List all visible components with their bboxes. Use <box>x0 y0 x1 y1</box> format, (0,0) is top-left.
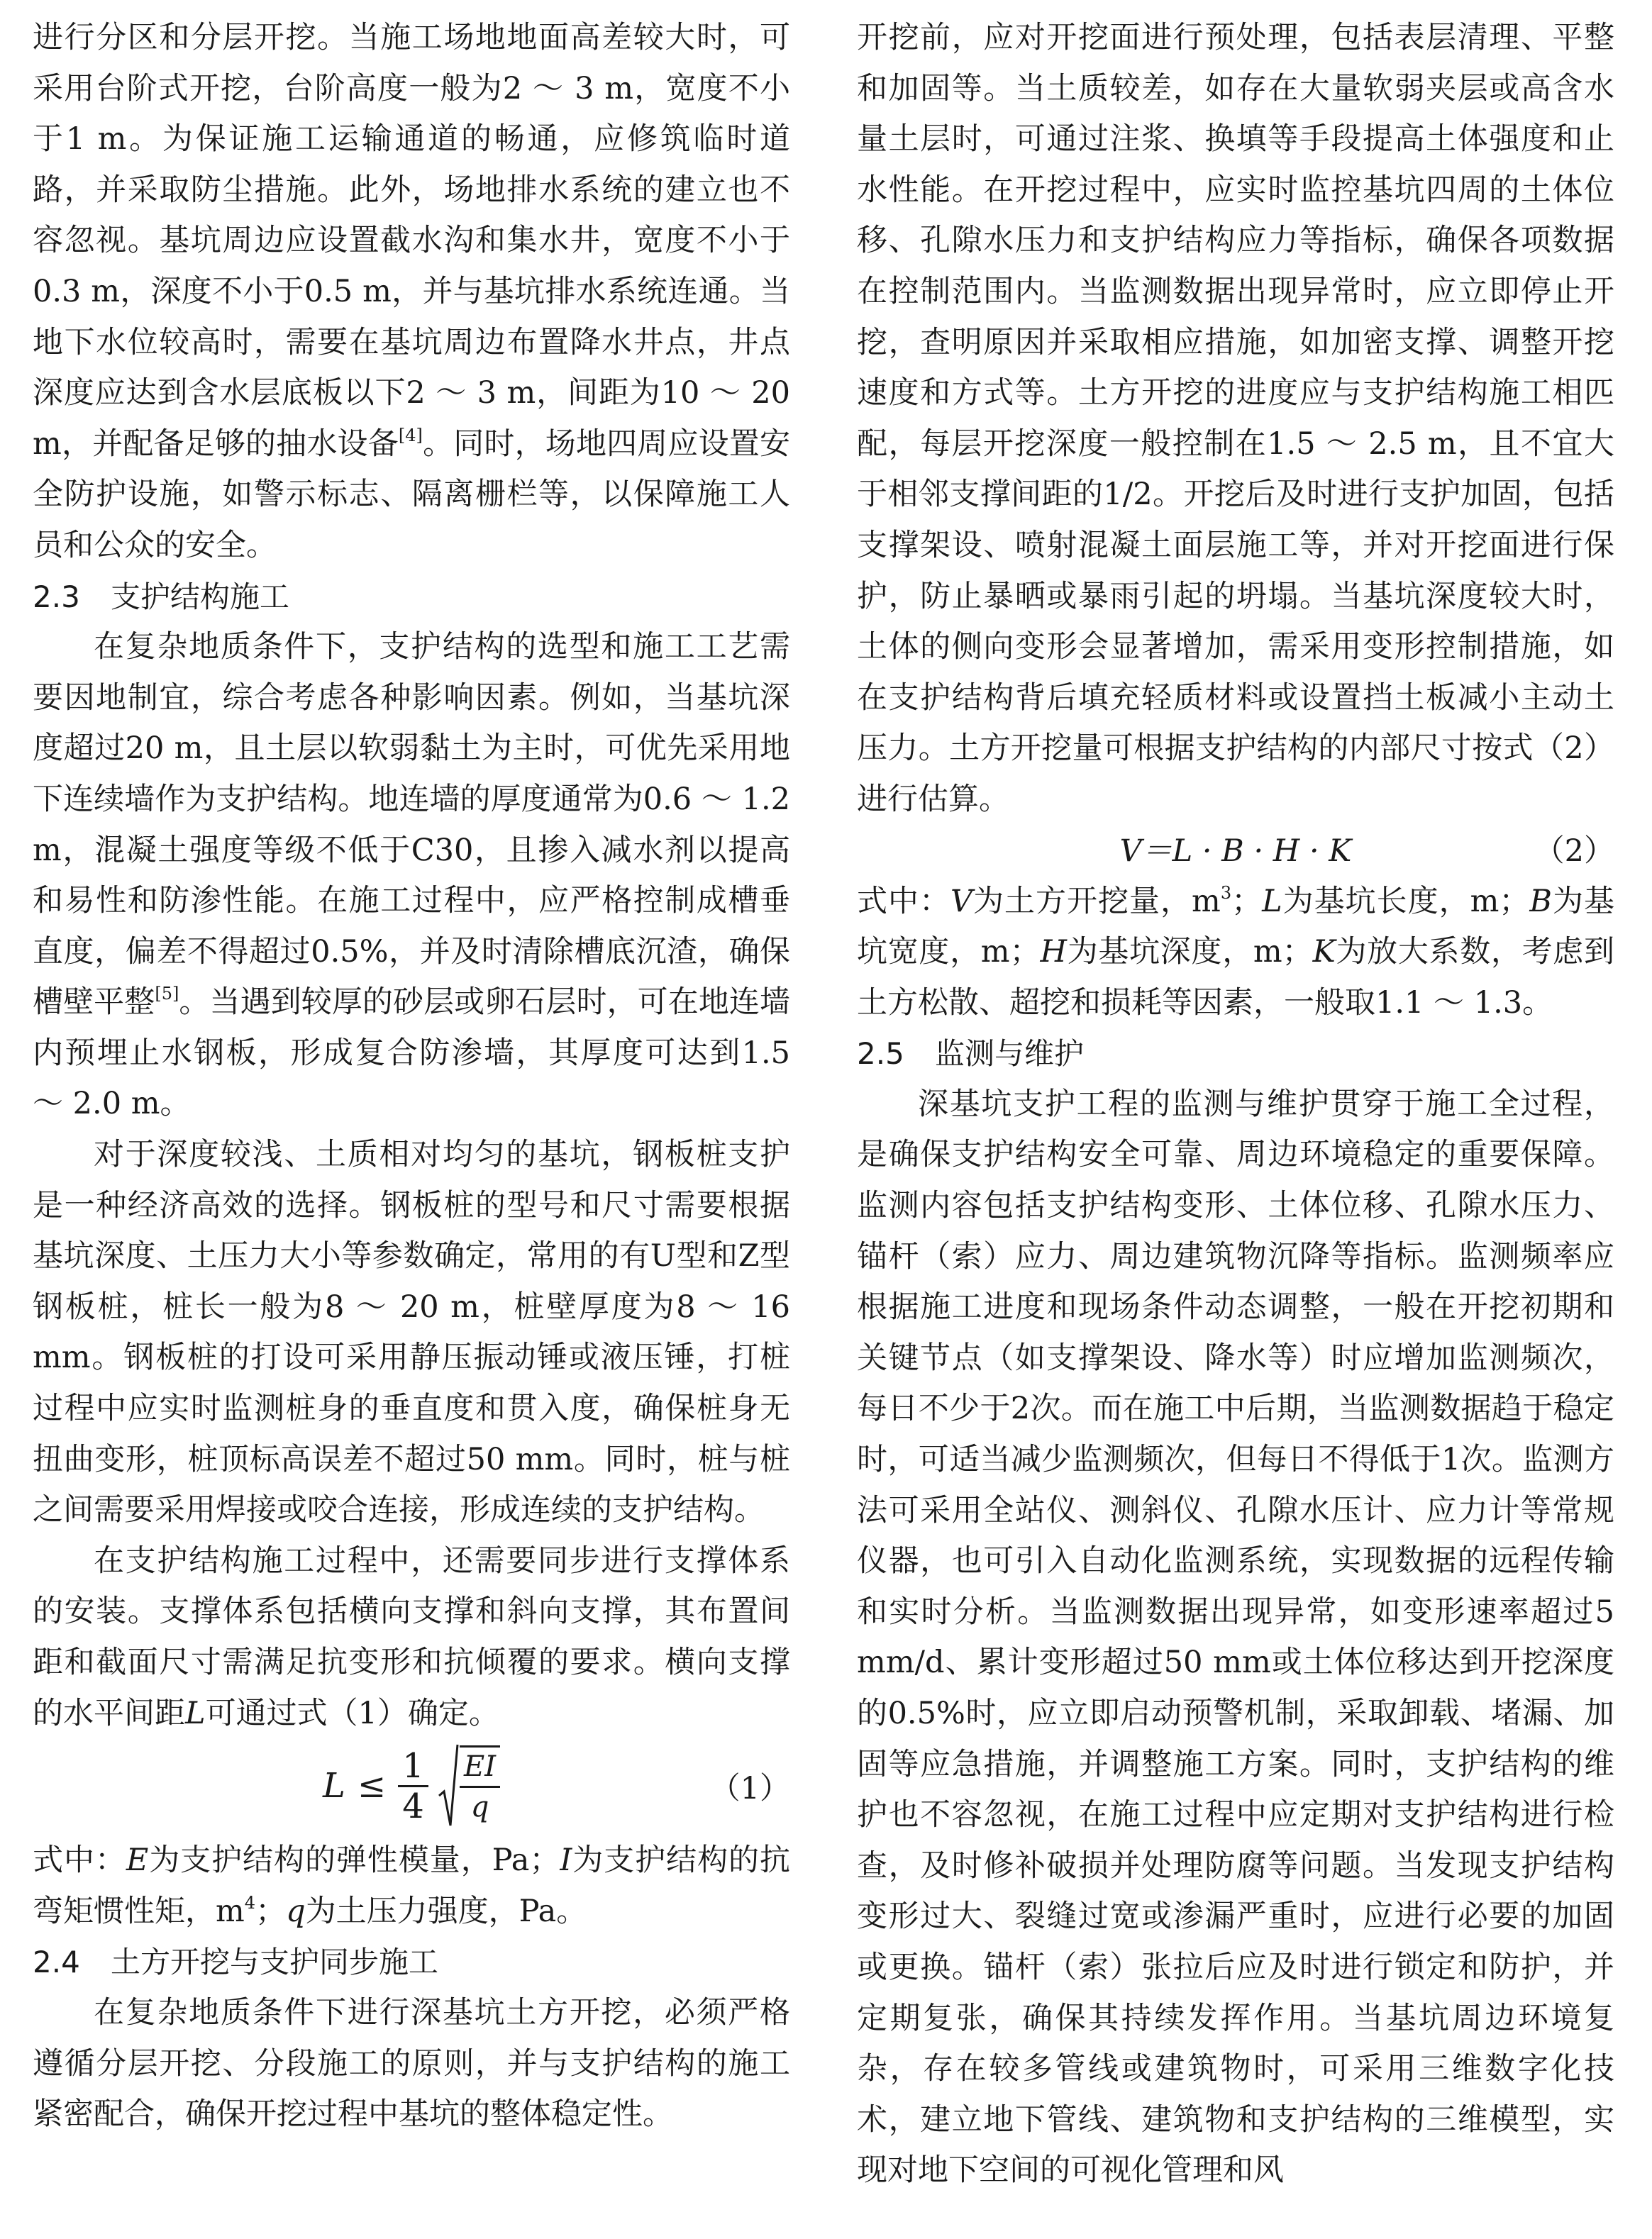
paragraph-sheet-pile: 对于深度较浅、土质相对均匀的基坑，钢板桩支护是一种经济高效的选择。钢板桩的型号和尺寸需要根据基坑深度、土压力大小等参数确定，常用的有U型和Z型钢板桩，桩长一般为8 ～ 20 m，桩壁厚度为8 ～ 16 mm。钢板桩的打设可采用静压振动锤或液压锤，打桩过程中应实时监测桩身的垂直度和贯入度，确保桩身无扭曲变形，桩顶标高误差不超过50 mm。同时，桩与桩之间需要采用焊接或咬合连接，形成连续的支护结构。 <box>33 1137 790 1528</box>
equation-number: （1） <box>709 1771 790 1807</box>
eq2-body: V＝L · B · H · K <box>1119 833 1352 869</box>
section-number: 2.3 <box>33 579 80 614</box>
citation-4: [4] <box>398 425 423 445</box>
section-number: 2.4 <box>33 1945 80 1980</box>
square-root-icon <box>438 1743 500 1828</box>
section-number: 2.5 <box>857 1036 904 1072</box>
equation-number: （2） <box>1534 833 1614 869</box>
section-heading-2-3 <box>33 572 790 623</box>
section-heading-2-5 <box>857 1028 1614 1079</box>
paragraph-eq1-definitions: 式中：E为支护结构的弹性模量，Pa；I为支护结构的抗弯矩惯性矩，$m^4$；q为土压力强度，Pa。 <box>33 1843 790 1929</box>
section-heading-2-4 <box>33 1937 790 1988</box>
paragraph-excavation-intro: 在复杂地质条件下进行深基坑土方开挖，必须严格遵循分层开挖、分段施工的原则，并与支护结构的施工紧密配合，确保开挖过程中基坑的整体稳定性。 <box>33 1994 790 2133</box>
equation-2 <box>857 826 1614 877</box>
paragraph-eq2-definitions: 式中：V为土方开挖量，$m^3$；L为基坑长度，m；B为基坑宽度，m；H为基坑深度，m；K为放大系数，考虑到土方松散、超挖和损耗等因素，一般取1.1 ～ 1.3。 <box>857 882 1615 1021</box>
section-title: 土方开挖与支护同步施工 <box>111 1945 439 1980</box>
eq1-fraction: $\frac{1}{4}$ <box>398 1747 428 1826</box>
paragraph-bracing: 在支护结构施工过程中，还需要同步进行支撑体系的安装。支撑体系包括横向支撑和斜向支撑，其布置间距和截面尺寸需满足抗变形和抗倾覆的要求。横向支撑的水平间距L可通过式（1）确定。 <box>33 1543 790 1731</box>
paragraph-excavation: 开挖前，应对开挖面进行预处理，包括表层清理、平整和加固等。当土质较差，如存在大量软弱夹层或高含水量土层时，可通过注浆、换填等手段提高土体强度和止水性能。在开挖过程中，应实时监控基坑四周的土体位移、孔隙水压力和支护结构应力等指标，确保各项数据在控制范围内。当监测数据出现异常时，应立即停止开挖，查明原因并采取相应措施，如加密支撑、调整开挖速度和方式等。土方开挖的进度应与支护结构施工相匹配，每层开挖深度一般控制在1.5 ～ 2.5 m，且不宜大于相邻支撑间距的1/2。开挖后及时进行支护加固，包括支撑架设、喷射混凝土面层施工等，并对开挖面进行保护，防止暴晒或暴雨引起的坍塌。当基坑深度较大时，土体的侧向变形会显著增加，需采用变形控制措施，如在支护结构背后填充轻质材料或设置挡土板减小主动土压力。土方开挖量可根据支护结构的内部尺寸按式（2）进行估算。 <box>857 20 1614 817</box>
left-column <box>33 13 790 2140</box>
citation-5: [5] <box>155 984 179 1004</box>
eq1-lhs: L <box>322 1766 345 1806</box>
paragraph-monitoring: 深基坑支护工程的监测与维护贯穿于施工全过程，是确保支护结构安全可靠、周边环境稳定的重要保障。监测内容包括支护结构变形、土体位移、孔隙水压力、锚杆（索）应力、周边建筑物沉降等指标。监测频率应根据施工进度和现场条件动态调整，一般在开挖初期和关键节点（如支撑架设、降水等）时应增加监测频次，每日不少于2次。而在施工中后期，当监测数据趋于稳定时，可适当减少监测频次，但每日不得低于1次。监测方法可采用全站仪、测斜仪、孔隙水压计、应力计等常规仪器，也可引入自动化监测系统，实现数据的远程传输和实时分析。当监测数据出现异常，如变形速率超过5 mm/d、累计变形超过50 mm或土体位移达到开挖深度的0.5%时，应立即启动预警机制，采取卸载、堵漏、加固等应急措施，并调整施工方案。同时，支护结构的维护也不容忽视，在施工过程中应定期对支护结构进行检查，及时修补破损并处理防腐等问题。当发现支护结构变形过大、裂缝过宽或渗漏严重时，应进行必要的加固或更换。锚杆（索）张拉后应及时进行锁定和防护，并定期复张，确保其持续发挥作用。当基坑周边环境复杂，存在较多管线或建筑物时，可采用三维数字化技术，建立地下管线、建筑物和支护结构的三维模型，实现对地下空间的可视化管理和风 <box>857 1086 1614 2189</box>
paragraph-diaphragm-wall: 在复杂地质条件下，支护结构的选型和施工工艺需要因地制宜，综合考虑各种影响因素。例如，当基坑深度超过20 m，且土层以软弱黏土为主时，可优先采用地下连续墙作为支护结构。地连墙的厚度通常为0.6 ～ 1.2 m，混凝土强度等级不低于C30，且掺入减水剂以提高和易性和防渗性能。在施工过程中，应严格控制成槽垂直度，偏差不得超过0.5%，并及时清除槽底沉渣，确保槽壁平整[5]。当遇到较厚的砂层或卵石层时，可在地连墙内预埋止水钢板，形成复合防渗墙，其厚度可达到1.5 ～ 2.0 m。 <box>33 629 791 1122</box>
section-title: 监测与维护 <box>935 1036 1085 1072</box>
equation-1 <box>33 1739 790 1835</box>
eq1-relation: ≤ <box>357 1766 387 1806</box>
eq1-radicand: $\frac{EI}{q}$ <box>460 1745 500 1826</box>
section-title: 支护结构施工 <box>111 579 290 614</box>
right-column <box>857 13 1614 2196</box>
paragraph-site-prep: 进行分区和分层开挖。当施工场地地面高差较大时，可采用台阶式开挖，台阶高度一般为2 ～ 3 m，宽度不小于1 m。为保证施工运输通道的畅通，应修筑临时道路，并采取防尘措施。此外，场地排水系统的建立也不容忽视。基坑周边应设置截水沟和集水井，宽度不小于0.3 m，深度不小于0.5 m，并与基坑排水系统连通。当地下水位较高时，需要在基坑周边布置降水井点，井点深度应达到含水层底板以下2 ～ 3 m，间距为10 ～ 20 m，并配备足够的抽水设备[4]。同时，场地四周应设置安全防护设施，如警示标志、隔离栅栏等，以保障施工人员和公众的安全。 <box>33 20 790 563</box>
